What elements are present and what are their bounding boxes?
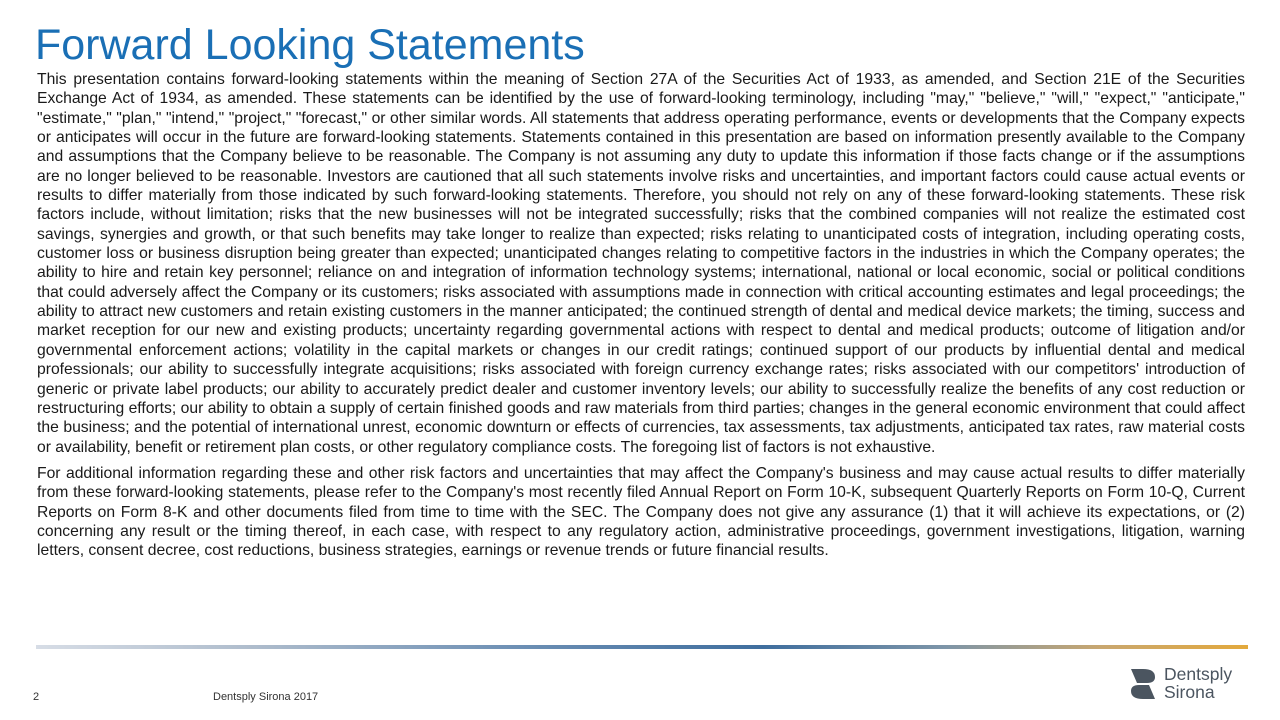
disclaimer-paragraph-1: This presentation contains forward-looking statements within the meaning of Section 27A of the Securities Act of 1933, as amended, and Section 21E of the Securities Exchange Act of 1934, as amended. These statements can be identified by the use of forward-looking terminology, including "may," "believe," "will," "expect," "anticipate," "estimate," "plan," "intend," "project," "forecast," or other similar words. All statements that address operating performance, events or developments that the Company expects or anticipates will occur in the future are forward-looking statements. Statements contained in this presentation are based on information presently available to the Company and assumptions that the Company believe to be reasonable. The Company is not assuming any duty to update this information if those facts change or if the assumptions are no longer believed to be reasonable. Investors are cautioned that all such statements involve risks and uncertainties, and important factors could cause actual events or results to differ materially from those indicated by such forward-looking statements. Therefore, you should not rely on any of these forward-looking statements. These risk factors include, without limitation; risks that the new businesses will not be integrated successfully; risks that the combined companies will not realize the estimated cost savings, synergies and growth, or that such benefits may take longer to realize than expected; risks relating to unanticipated costs of integration, including operating costs, customer loss or business disruption being greater than expected; unanticipated changes relating to competitive factors in the industries in which the Company operates; the ability to hire and retain key personnel; reliance on and integration of information technology systems; international, national or local economic, social or political conditions that could adversely affect the Company or its customers; risks associated with assumptions made in connection with critical accounting estimates and legal proceedings; the ability to attract new customers and retain existing customers in the manner anticipated; the continued strength of dental and medical device markets; the timing, success and market reception for our new and existing products; uncertainty regarding governmental actions with respect to dental and medical products; outcome of litigation and/or governmental enforcement actions; volatility in the capital markets or changes in our credit ratings; continued support of our products by influential dental and medical professionals; our ability to successfully integrate acquisitions; risks associated with foreign currency exchange rates; risks associated with our competitors' introduction of generic or private label products; our ability to accurately predict dealer and customer inventory levels; our ability to successfully realize the benefits of any cost reduction or restructuring efforts; our ability to obtain a supply of certain finished goods and raw materials from third parties; changes in the general economic environment that could affect the business; and the potential of international unrest, economic downturn or effects of currencies, tax assessments, tax adjustments, anticipated tax rates, raw material costs or availability, benefit or retirement plan costs, or other regulatory compliance costs. The foregoing list of factors is not exhaustive. xyxy=(37,71,1245,456)
page-number: 2 xyxy=(33,691,40,703)
logo-wordmark-line-2: Sirona xyxy=(1164,682,1215,702)
disclaimer-paragraph-2: For additional information regarding these and other risk factors and uncertainties that may affect the Company's business and may cause actual results to differ materially from these forward-looking statements, please refer to the Company's most recently filed Annual Report on Form 10-K, subsequent Quarterly Reports on Form 10-Q, Current Reports on Form 8-K and other documents filed from time to time with the SEC. The Company does not give any assurance (1) that it will achieve its expectations, or (2) concerning any result or the timing thereof, in each case, with respect to any regulatory action, administrative proceedings, government investigations, litigation, warning letters, consent decree, cost reductions, business strategies, earnings or revenue trends or future financial results. xyxy=(37,464,1245,560)
slide-title: Forward Looking Statements xyxy=(35,21,585,69)
footer-company-year: Dentsply Sirona 2017 xyxy=(213,691,319,703)
company-logo xyxy=(1128,664,1248,704)
dentsply-sirona-logo-icon xyxy=(1128,666,1158,702)
disclaimer-body xyxy=(37,70,1245,561)
logo-wordmark-line-1: Dentsply xyxy=(1164,664,1233,684)
footer-divider xyxy=(36,645,1248,649)
